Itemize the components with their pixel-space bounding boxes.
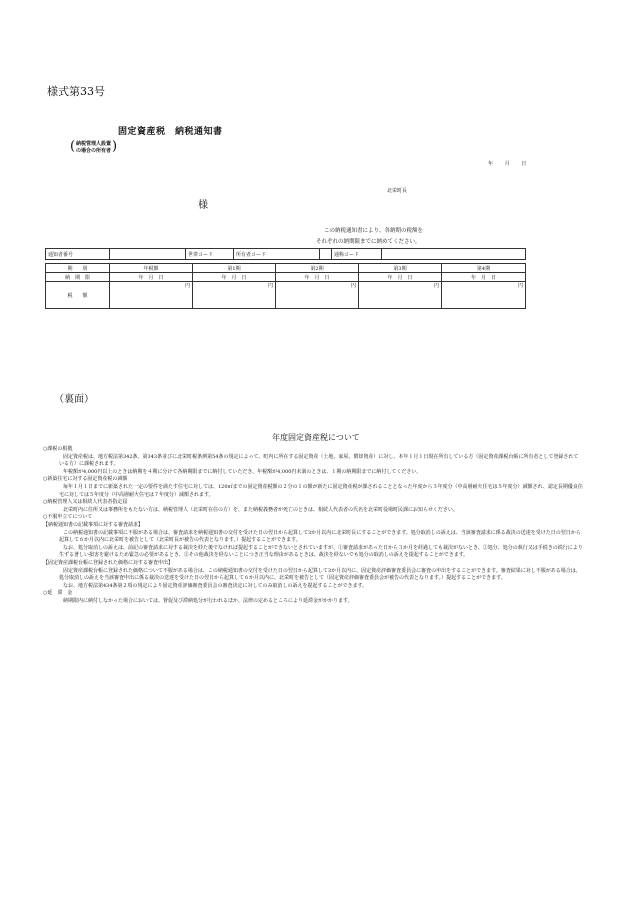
owner-note-line2: の場合の所有者 (76, 148, 112, 154)
back-title: 年度固定資産税について (272, 433, 360, 442)
section-paragraph: 年税額が4,000円以上のときは納期を４期に分けて各納期限までに納付していただき、年税額が4,000円未満のときは、１期の納期限までに納付してください。 (63, 468, 422, 475)
q3-label: 第3期 (359, 264, 442, 273)
household-code-label: 世帯コード (186, 249, 234, 260)
section-heading: ○新築住宅に対する固定資産税の減額 (43, 476, 128, 483)
section-heading: ○延 滞 金 (43, 590, 73, 597)
common-code-value (382, 249, 526, 260)
q2-deadline: 年 月 日 (276, 273, 359, 282)
q3-tax-amount: 円 (359, 282, 442, 309)
tax-label: 税 額 (46, 282, 110, 309)
payment-instruction-line1: この納税通知書により、各納期の税額を (324, 228, 424, 234)
q1-tax-amount: 円 (193, 282, 276, 309)
q2-label: 第2期 (276, 264, 359, 273)
notice-no-value (110, 249, 186, 260)
left-brace: ( (70, 139, 76, 154)
common-code-label: 通称コード (332, 249, 382, 260)
tax-table (45, 248, 526, 260)
section-heading: ○不服申立てについて (43, 514, 93, 521)
document-title: 固定資産税 納税通知書 (118, 127, 223, 137)
right-brace: ) (111, 139, 118, 154)
back-side-label: （裏面） (54, 394, 94, 405)
date-month: 月 (504, 161, 510, 167)
notice-no-label: 通知者番号 (46, 249, 110, 260)
owner-note (70, 139, 118, 155)
owner-note-line1: 納税管理人設置 (76, 141, 112, 147)
section-heading: 【固定資産課税台帳に登録された価格に対する審査申出】 (43, 559, 174, 566)
section-paragraph: 毎年１月１日までに新築された一定の要件を満たす住宅に対しては、120㎡までの固定資産税額の２分の１の額が新たに固定資産税が課されることとなった年度から３年度分（中高層耐火住宅は５年度分）減額され、認定長期優良住宅に対しては５年度分（中高層耐火住宅は７年度分）減額されます。 (59, 483, 583, 498)
payment-instruction (316, 226, 423, 248)
section-paragraph: 固定資産税は、地方税法第342条、第343条並びに北栄町税条例第54条の規定によって、町内に所在する固定資産（土地、家屋、償却資産）に対し、本年１月１日現在所有している方（固定資産課税台帳に所有者として登録されている方）に課税されます。 (59, 453, 579, 468)
section-paragraph: 納期限内に納付しなかった場合においては、督促及び滞納処分が行われるほか、法律の定めるところにより延滞金がかかります。 (63, 597, 353, 604)
section-heading: ○納税管理人又は相続人代表者指定届 (43, 499, 128, 506)
mayor-name: 北栄町長 (387, 188, 408, 194)
annual-tax-amount: 円 (110, 282, 193, 309)
q1-deadline: 年 月 日 (193, 273, 276, 282)
period-label: 期 別 (46, 264, 110, 273)
section-heading: ○課税の根拠 (43, 446, 73, 452)
section-paragraph: この納税通知書の記載事項に不服がある場合は、審査請求を納税通知書の交付を受けた日の翌日から起算して3か月以内に北栄町長にすることができます。処分取消しの訴えは、当該審査請求に係る裁決の送達を受けた日の翌日から起算して６か月以内に北栄町を被告として（北栄町長が被告の代表となります。）提起することができます。 (59, 529, 581, 544)
section-paragraph: 固定資産課税台帳に登録された価格について不服がある場合は、この納税通知書の交付を受けた日の翌日から起算して3か月以内に、固定資産評価審査委員会に審査の申出をすることができます。審査結果に対し不服がある場合は、処分取消しの訴えを当該審査申出に係る裁決の送達を受けた日の翌日から起算して６か月以内に、北栄町を被告として（固定資産評価審査委員会が被告の代表となります。）提起することができます。 (59, 567, 581, 582)
q4-label: 第4期 (442, 264, 526, 273)
deadline-label: 納 期 限 (46, 273, 110, 282)
annual-deadline: 年 月 日 (110, 273, 193, 282)
owner-code-label: 所有者コード (234, 249, 320, 260)
owner-code-value (320, 249, 332, 260)
q2-tax-amount: 円 (276, 282, 359, 309)
annual-label: 年税額 (110, 264, 193, 273)
q1-label: 第1期 (193, 264, 276, 273)
issue-date (488, 160, 526, 167)
date-year: 年 (488, 161, 494, 167)
date-day: 日 (521, 161, 527, 167)
section-paragraph: なお、地方税法第434条第２項の規定により固定資産評価審査委員会の審査決定に対してのみ取消しの訴えを提起することができます。 (63, 582, 368, 589)
section-paragraph: 北栄町内に住所又は事務所をもたない方は、納税管理人（北栄町在住の方）を、また納税義務者が死亡のときは、相続人代表者の氏名を北栄町役場町民課にお知らせください。 (63, 506, 458, 513)
explanation-text (43, 446, 583, 605)
payment-instruction-line2: それぞれの納期限までに納めてください。 (316, 239, 421, 245)
q4-tax-amount: 円 (442, 282, 526, 309)
q4-deadline: 年 月 日 (442, 273, 526, 282)
q3-deadline: 年 月 日 (359, 273, 442, 282)
section-paragraph: なお、処分取消しの訴えは、前記の審査請求に対する裁決を経た後でなければ提起することができないとされていますが、①審査請求があった日から３か月を経過しても裁決がないとき、②処分、処分の執行又は手続きの続行により生ずる著しい損害を避けるため緊急の必要があるとき、③その他裁決を経ないことにつき正当な理由があるときは、裁決を経ないでも処分の取消しの訴えを提起することができます。 (59, 544, 583, 559)
installment-table (45, 263, 526, 309)
section-heading: 【納税通知書の記載事項に対する審査請求】 (43, 521, 144, 528)
form-number: 様式第33号 (47, 85, 105, 98)
recipient-honorific: 様 (198, 200, 208, 211)
